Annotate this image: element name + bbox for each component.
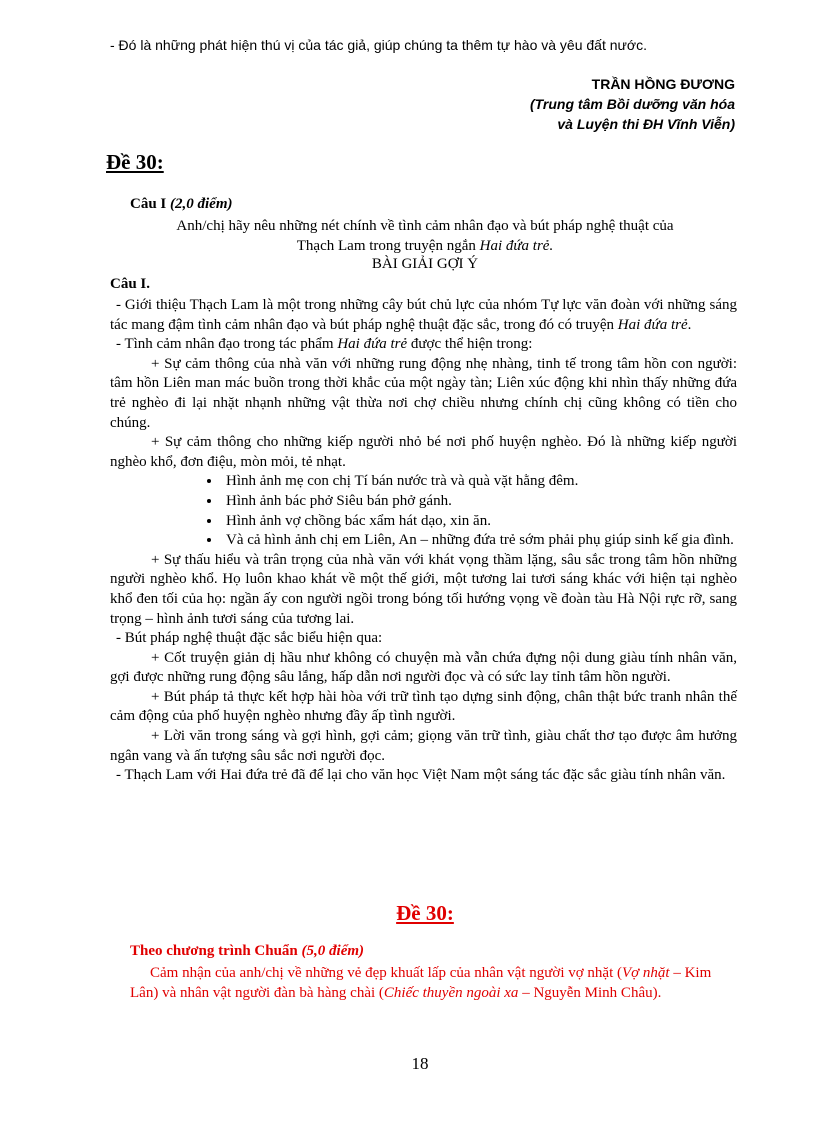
list-item: • Hình ảnh bác phở Siêu bán phở gánh.	[222, 492, 737, 512]
paragraph-sympathy-people: + Sự cảm thông cho những kiếp người nhỏ bé nơi phố huyện nghèo. Đó là những kiếp người nghèo khổ, đơn điệu, mòn mỏi, tẻ nhạt.	[110, 434, 737, 470]
question-prompt-line1: Anh/chị hãy nêu những nét chính về tình cảm nhân đạo và bút pháp nghệ thuật của	[176, 218, 674, 234]
author-org-line1: (Trung tâm Bồi dưỡng văn hóa	[529, 96, 735, 112]
list-item: • Hình ảnh mẹ con chị Tí bán nước trà và quà vặt hằng đêm.	[222, 472, 737, 492]
author-block	[530, 74, 735, 134]
paragraph-style: + Bút pháp tả thực kết hợp hài hòa với trữ tình tạo dựng sinh động, chân thật bức tranh nhân thế cảm động của phố huyện nghèo nhưng đầy ấp tình người.	[110, 688, 737, 725]
answer-label: Câu I.	[110, 276, 151, 292]
work-title: Chiếc thuyền ngoài xa	[383, 985, 519, 1001]
exam-title-2: Đề 30:	[396, 901, 454, 925]
work-title: Hai đứa trẻ	[617, 316, 688, 333]
prompt-text: Thạch Lam trong truyện ngắn	[296, 238, 480, 254]
work-title: Vợ nhặt	[622, 965, 670, 981]
list-item: • Và cả hình ảnh chị em Liên, An – những đứa trẻ sớm phải phụ giúp sinh kế gia đình.	[222, 531, 737, 551]
paragraph-art-heading: - Bút pháp nghệ thuật đặc sắc biểu hiện qua:	[116, 630, 383, 647]
question-prompt-line2	[110, 236, 740, 256]
program-task: Cảm nhận của anh/chị về những vẻ đẹp khuất lấp của nhân vật người vợ nhặt (Vợ nhặt – Kim Lân) và nhân vật người đàn bà hàng chài (Chiếc thuyền ngoài xa – Nguyễn Minh Châu).	[130, 965, 712, 1001]
bullet-list	[110, 472, 737, 550]
prompt-work-title: Hai đứa trẻ.	[479, 238, 554, 254]
list-item: • Hình ảnh vợ chồng bác xẩm hát dạo, xin ăn.	[222, 512, 737, 532]
work-title: Hai đứa trẻ	[337, 336, 408, 353]
question-label	[130, 196, 233, 213]
question-points: (2,0 điểm)	[170, 196, 233, 212]
paragraph-intro: - Giới thiệu Thạch Lam là một trong những cây bút chủ lực của nhóm Tự lực văn đoàn với những sáng tác mang đậm tình cảm nhân đạo và bút pháp nghệ thuật đặc sắc, trong đó có truyện Hai đứa trẻ.	[110, 297, 737, 333]
paragraph-conclusion: - Thạch Lam với Hai đứa trẻ đã để lại cho văn học Việt Nam một sáng tác đặc sắc giàu tính nhân văn.	[116, 767, 726, 784]
answer-body	[110, 296, 737, 786]
program-points: (5,0 điểm)	[301, 943, 365, 959]
author-org-line2: và Luyện thi ĐH Vĩnh Viễn)	[557, 116, 735, 132]
paragraph-understanding: + Sự thấu hiểu và trân trọng của nhà văn với khát vọng thầm lặng, sâu sắc trong tâm hồn những người nghèo khổ. Họ luôn khao khát về một thế giới, một tương lai tươi sáng khác với hiện tại nghèo khổ đen tối của họ: ngần ấy con người ngồi trong bóng tối hướng vọng về đoàn tàu Hà Nội rực rỡ, sang trọng – hình ảnh tươi sáng của tương lai.	[110, 551, 737, 627]
paragraph-plot: + Cốt truyện giản dị hầu như không có chuyện mà vẫn chứa đựng nội dung giàu tính nhân văn, gợi được những rung động sâu lắng, hấp dẫn nơi người đọc và có sức lay tỉnh tâm hồn người.	[110, 649, 737, 686]
paragraph-humanism: - Tình cảm nhân đạo trong tác phẩm Hai đứa trẻ được thể hiện trong:	[116, 336, 533, 353]
paragraph-language: + Lời văn trong sáng và gợi hình, gợi cảm; giọng văn trữ tình, giàu chất thơ tạo được âm hưởng ngân vang và ấn tượng sâu sắc nơi người đọc.	[110, 728, 737, 764]
program-label: Theo chương trình Chuẩn (5,0 điểm)	[130, 943, 365, 959]
intro-text: - Đó là những phát hiện thú vị của tác giả, giúp chúng ta thêm tự hào và yêu đất nước.	[110, 37, 647, 53]
page-number: 18	[411, 1054, 429, 1073]
answer-heading: BÀI GIẢI GỢI Ý	[371, 256, 479, 272]
question-number: Câu I	[130, 196, 167, 212]
paragraph-sympathy-soul: + Sự cảm thông của nhà văn với những rung động nhẹ nhàng, tinh tế trong tâm hồn con người: tâm hồn Liên man mác buồn trong thời khắc của một ngày tàn; Liên xúc động khi nhìn thấy những đứa trẻ nghèo đi lại nhặt nhạnh những vật thừa nơi chợ chiều nhưng chính chị cũng không có tiền cho chúng.	[110, 355, 737, 431]
author-name: TRẦN HỒNG ĐƯƠNG	[591, 76, 735, 92]
exam-title: Đề 30:	[106, 150, 164, 174]
